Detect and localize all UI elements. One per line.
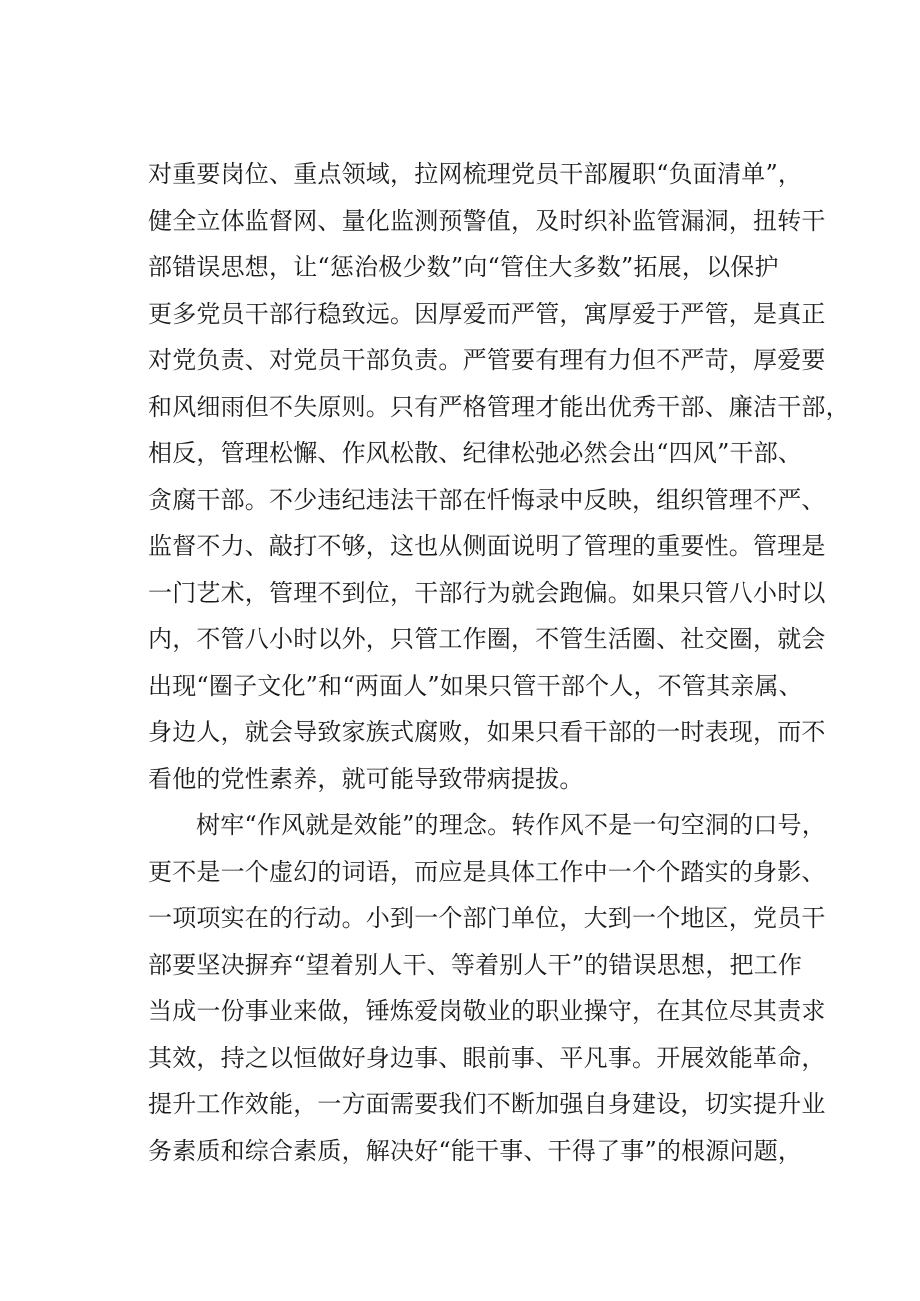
text-line: 当成一份事业来做，锤炼爱岗敬业的职业操守，在其位尽其责求 [148,997,826,1025]
text-line: 和风细雨但不失原则。只有严格管理才能出优秀干部、廉洁干部， [148,392,850,421]
text-line: 更不是一个虚幻的词语，而应是具体工作中一个个踏实的身影、 [148,857,826,886]
text-line: 内，不管八小时以外，只管工作圈，不管生活圈、社交圈，就会 [148,625,826,653]
text-line: 更多党员干部行稳致远。因厚爱而严管，寓厚爱于严管，是真正 [148,299,826,328]
text-line: 一项项实在的行动。小到一个部门单位，大到一个地区，党员干 [148,904,826,932]
text-line: 部要坚决摒弃“望着别人干、等着别人干”的错误思想，把工作 [148,950,803,979]
text-line: 其效，持之以恒做好身边事、眼前事、平凡事。开展效能革命， [148,1043,826,1072]
text-line: 健全立体监督网、量化监测预警值，及时织补监管漏洞，扭转干 [148,206,826,235]
text-line: 监督不力、敲打不够，这也从侧面说明了管理的重要性。管理是 [148,532,826,560]
text-line: 务素质和综合素质，解决好“能干事、干得了事”的根源问题， [148,1136,803,1165]
text-line: 出现“圈子文化”和“两面人”如果只管干部个人，不管其亲属、 [148,671,803,700]
text-line: 部错误思想，让“惩治极少数”向“管住大多数”拓展，以保护 [148,253,779,281]
text-line: 身边人，就会导致家族式腐败，如果只看干部的一时表现，而不 [148,718,826,746]
text-line: 看他的党性素养，就可能导致带病提拔。 [148,764,584,793]
text-line: 相反，管理松懈、作风松散、纪律松弛必然会出“四风”干部、 [148,439,803,467]
text-line: 提升工作效能，一方面需要我们不断加强自身建设，切实提升业 [148,1090,826,1118]
text-line: 贪腐干部。不少违纪违法干部在忏悔录中反映，组织管理不严、 [148,485,826,514]
text-line: 一门艺术，管理不到位，干部行为就会跑偏。如果只管八小时以 [148,578,826,607]
text-line: 对党负责、对党员干部负责。严管要有理有力但不严苛，厚爱要 [148,346,826,374]
body-text [148,151,850,1174]
text-line: 对重要岗位、重点领域，拉网梳理党员干部履职“负面清单”， [148,160,803,188]
paragraph-start-line: 树牢“作风就是效能”的理念。转作风不是一句空洞的口号， [196,811,826,839]
